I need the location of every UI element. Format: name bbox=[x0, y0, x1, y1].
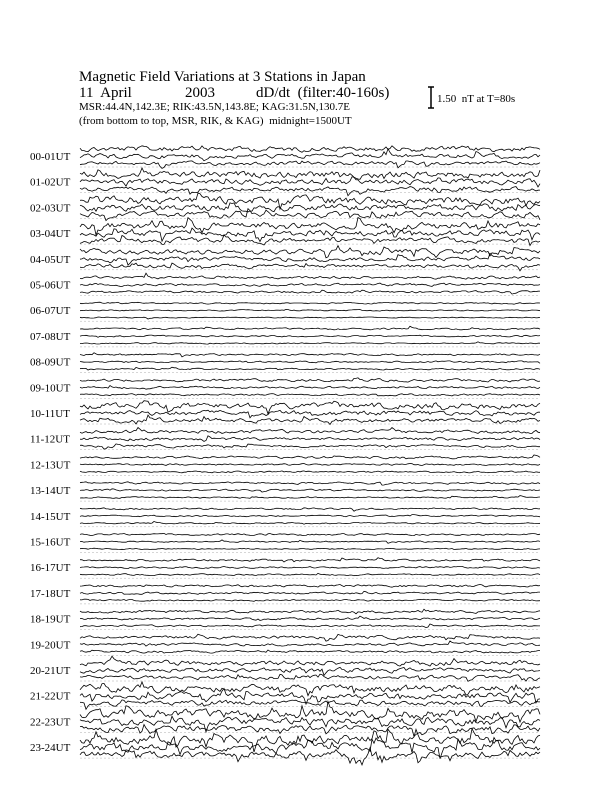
scale-label: 1.50 nT at T=80s bbox=[437, 93, 516, 105]
row-label: 22-23UT bbox=[30, 716, 71, 729]
trace-msr bbox=[80, 471, 540, 473]
trace-rik bbox=[80, 203, 540, 212]
row-label: 08-09UT bbox=[30, 356, 71, 369]
trace-kag bbox=[80, 302, 540, 304]
trace-kag bbox=[80, 401, 540, 414]
date-month: April bbox=[100, 85, 132, 101]
row-label: 02-03UT bbox=[30, 202, 71, 215]
date-day: 11 bbox=[79, 85, 94, 101]
chart-title: Magnetic Field Variations at 3 Stations in Japan bbox=[79, 69, 366, 85]
trace-kag bbox=[80, 482, 540, 485]
trace-msr bbox=[80, 444, 540, 449]
trace-kag bbox=[80, 326, 540, 330]
trace-kag bbox=[80, 508, 540, 511]
row-label: 14-15UT bbox=[30, 510, 71, 523]
trace-msr bbox=[80, 674, 540, 681]
row-label: 20-21UT bbox=[30, 665, 71, 677]
trace-msr bbox=[80, 317, 540, 319]
trace-msr bbox=[80, 548, 540, 549]
trace-rik bbox=[80, 591, 540, 594]
trace-kag bbox=[80, 585, 540, 588]
trace-rik bbox=[80, 616, 540, 620]
trace-rik bbox=[80, 515, 540, 517]
trace-msr bbox=[80, 415, 540, 424]
row-label: 07-08UT bbox=[30, 330, 71, 343]
trace-kag bbox=[80, 634, 540, 641]
date-year: 2003 bbox=[185, 85, 215, 101]
trace-kag bbox=[80, 218, 540, 235]
trace-kag bbox=[80, 378, 540, 382]
row-label: 12-13UT bbox=[30, 459, 71, 472]
trace-rik bbox=[80, 489, 540, 492]
trace-msr bbox=[80, 573, 540, 575]
trace-kag bbox=[80, 353, 540, 357]
trace-msr bbox=[80, 342, 540, 344]
trace-rik bbox=[80, 361, 540, 363]
trace-msr bbox=[80, 187, 540, 196]
trace-kag bbox=[80, 558, 540, 562]
trace-msr bbox=[80, 496, 540, 499]
order-note: (from bottom to top, MSR, RIK, & KAG) bbox=[79, 115, 264, 127]
trace-kag bbox=[80, 146, 540, 153]
trace-kag bbox=[80, 428, 540, 434]
row-label: 10-11UT bbox=[30, 408, 70, 420]
trace-msr bbox=[80, 367, 540, 370]
trace-rik bbox=[80, 335, 540, 337]
trace-msr bbox=[80, 650, 540, 653]
quantity-label: dD/dt (filter:40-160s) bbox=[256, 85, 390, 101]
trace-msr bbox=[80, 599, 540, 601]
trace-msr bbox=[80, 748, 540, 765]
row-label: 00-01UT bbox=[30, 151, 71, 163]
trace-kag bbox=[80, 533, 540, 535]
row-label: 23-24UT bbox=[30, 742, 71, 755]
trace-rik bbox=[80, 253, 540, 265]
trace-kag bbox=[80, 168, 540, 179]
trace-msr bbox=[80, 700, 540, 709]
row-label: 09-10UT bbox=[30, 382, 71, 395]
trace-kag bbox=[80, 273, 540, 279]
row-label: 19-20UT bbox=[30, 639, 71, 652]
trace-kag bbox=[80, 246, 540, 258]
row-label: 11-12UT bbox=[30, 433, 70, 446]
row-label: 03-04UT bbox=[30, 228, 71, 241]
trace-rik bbox=[80, 177, 540, 187]
row-label: 04-05UT bbox=[30, 253, 71, 266]
trace-kag bbox=[80, 609, 540, 614]
trace-msr bbox=[80, 290, 540, 294]
scale-bar bbox=[428, 87, 434, 108]
row-label: 05-06UT bbox=[30, 279, 71, 292]
trace-msr bbox=[80, 394, 540, 396]
trace-msr bbox=[80, 209, 540, 221]
trace-kag bbox=[80, 455, 540, 459]
trace-msr bbox=[80, 161, 540, 169]
trace-rik bbox=[80, 540, 540, 543]
trace-rik bbox=[80, 228, 540, 241]
trace-msr bbox=[80, 624, 540, 628]
row-label: 01-02UT bbox=[30, 176, 71, 189]
trace-rik bbox=[80, 667, 540, 675]
row-label: 15-16UT bbox=[30, 536, 71, 549]
trace-rik bbox=[80, 436, 540, 442]
row-label: 16-17UT bbox=[30, 562, 71, 575]
row-label: 06-07UT bbox=[30, 305, 71, 318]
trace-rik bbox=[80, 309, 540, 311]
trace-kag bbox=[80, 656, 540, 666]
trace-msr bbox=[80, 521, 540, 524]
trace-rik bbox=[80, 283, 540, 286]
trace-rik bbox=[80, 464, 540, 466]
trace-rik bbox=[80, 641, 540, 646]
row-label: 17-18UT bbox=[30, 587, 71, 600]
trace-rik bbox=[80, 386, 540, 390]
midnight-note: midnight=1500UT bbox=[269, 115, 352, 127]
row-label: 13-14UT bbox=[30, 485, 71, 498]
trace-rik bbox=[80, 716, 540, 732]
trace-rik bbox=[80, 566, 540, 568]
row-label: 21-22UT bbox=[30, 690, 71, 703]
stations-line: MSR:44.4N,142.3E; RIK:43.5N,143.8E; KAG:31.5N,130.7E bbox=[79, 101, 351, 113]
row-label: 18-19UT bbox=[30, 613, 71, 626]
